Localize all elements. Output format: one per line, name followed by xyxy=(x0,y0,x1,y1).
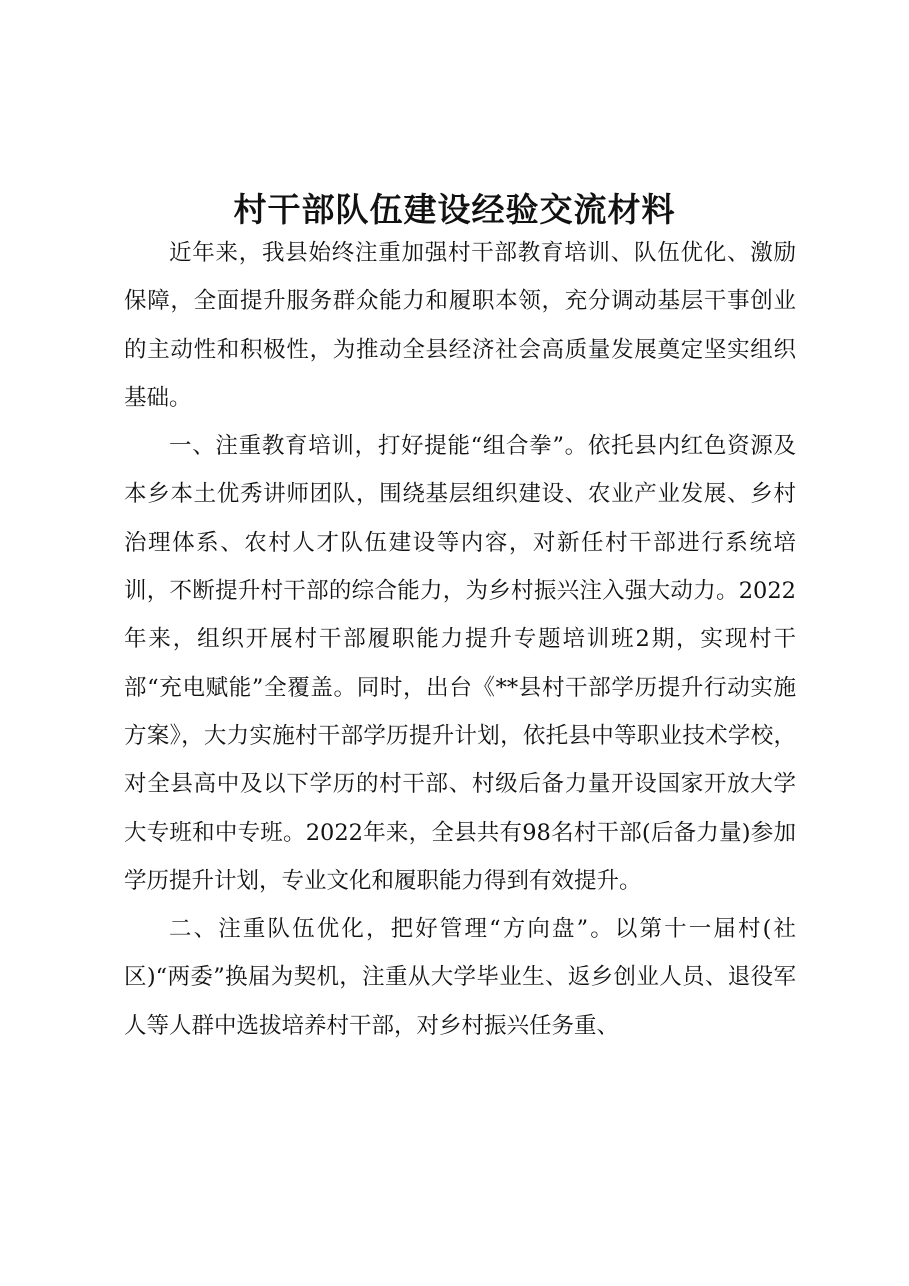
document-title: 村干部队伍建设经验交流材料 xyxy=(233,190,676,230)
document-body xyxy=(124,229,796,1050)
paragraph-section-two: 二、注重队伍优化，把好管理“方向盘”。以第十一届村(社区)“两委”换届为契机，注重从大学毕业生、返乡创业人员、退役军人等人群中选拔培养村干部，对乡村振兴任务重、 xyxy=(124,916,796,1039)
paragraph-intro: 近年来，我县始终注重加强村干部教育培训、队伍优化、激励保障，全面提升服务群众能力和履职本领，充分调动基层干事创业的主动性和积极性，为推动全县经济社会高质量发展奠定坚实组织基础。 xyxy=(124,240,796,411)
paragraph-section-one: 一、注重教育培训，打好提能“组合拳”。依托县内红色资源及本乡本土优秀讲师团队，围绕基层组织建设、农业产业发展、乡村治理体系、农村人才队伍建设等内容，对新任村干部进行系统培训，不断提升村干部的综合能力，为乡村振兴注入强大动力。2022年来，组织开展村干部履职能力提升专题培训班2期，实现村干部“充电赋能”全覆盖。同时，出台《**县村干部学历提升行动实施方案》，大力实施村干部学历提升计划，依托县中等职业技术学校，对全县高中及以下学历的村干部、村级后备力量开设国家开放大学大专班和中专班。2022年来，全县共有98名村干部(后备力量)参加学历提升计划，专业文化和履职能力得到有效提升。 xyxy=(124,433,796,894)
